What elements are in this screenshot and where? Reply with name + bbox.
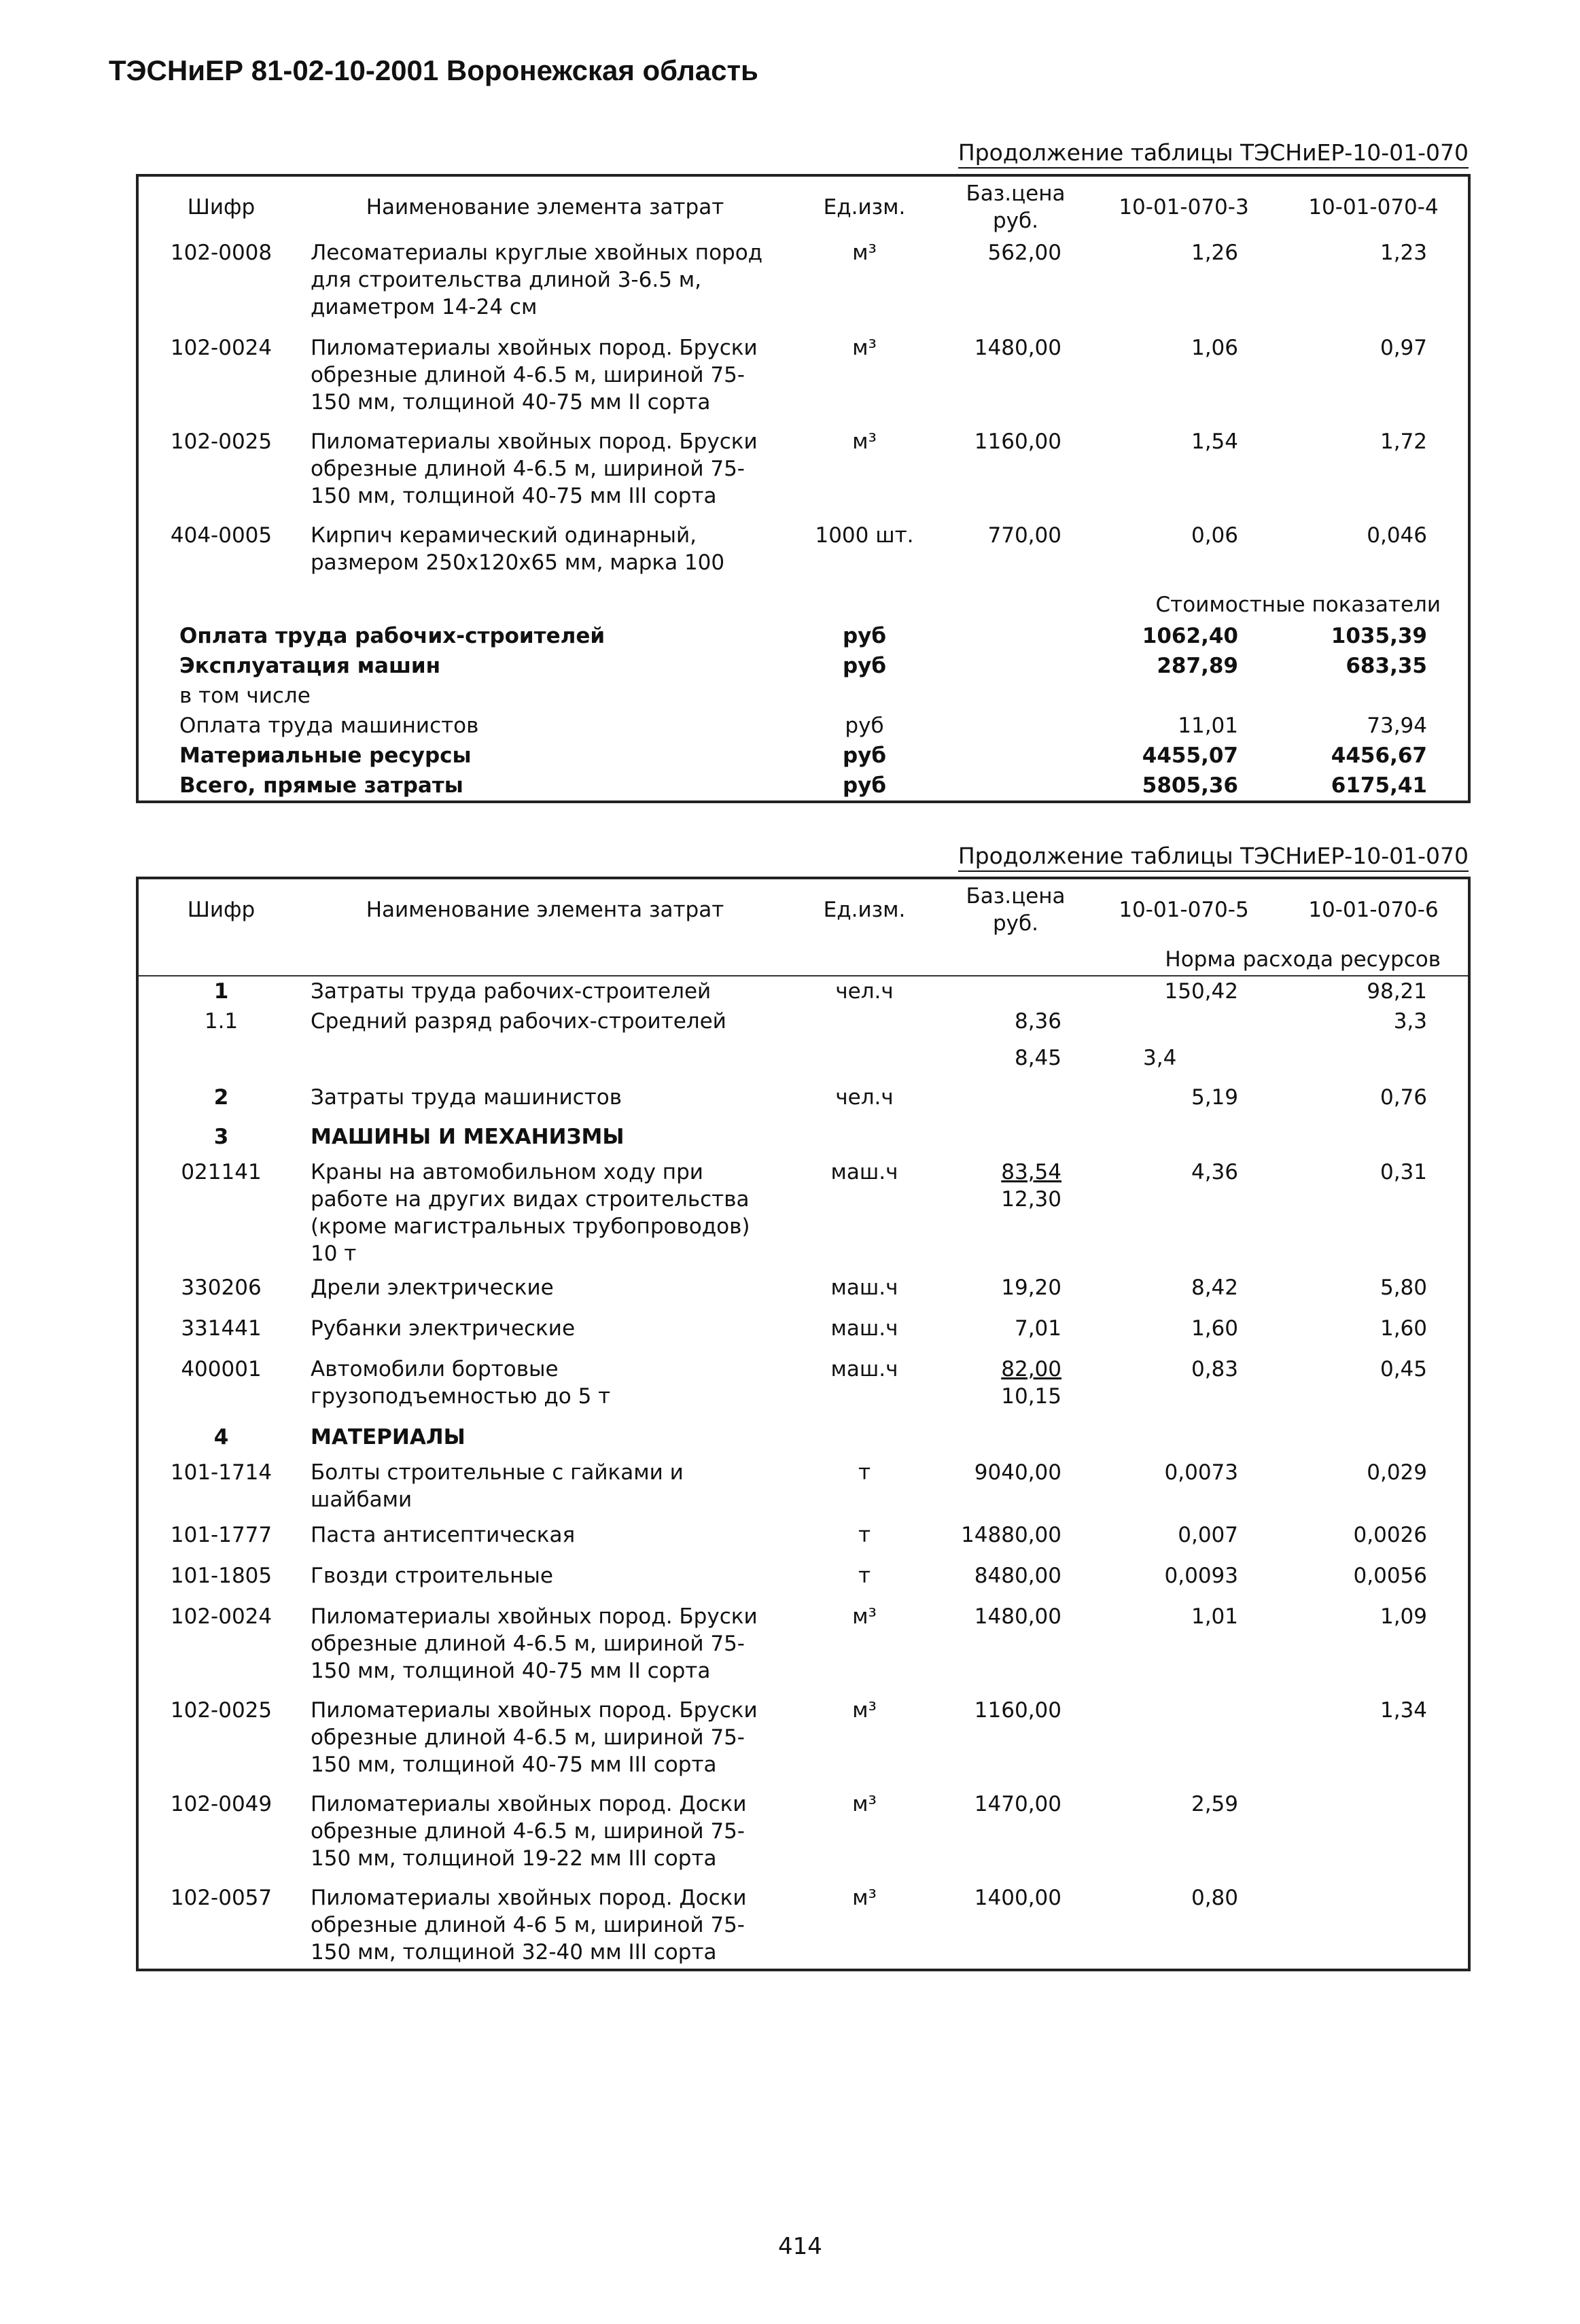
row-price: 9040,00 bbox=[974, 1460, 1061, 1485]
cost-unit: руб bbox=[845, 714, 884, 738]
col-unit-header: Ед.изм. bbox=[823, 898, 906, 922]
cost-row bbox=[137, 681, 1469, 711]
cost-label: Эксплуатация машин bbox=[179, 654, 441, 678]
row-value-6: 5,80 bbox=[1380, 1275, 1427, 1300]
row-code: 102-0024 bbox=[170, 1604, 273, 1629]
table1-header-row bbox=[137, 175, 1469, 238]
row-unit: т bbox=[858, 1460, 871, 1485]
row-value-5: 4,36 bbox=[1191, 1160, 1238, 1184]
col-unit-header: Ед.изм. bbox=[823, 195, 906, 219]
cost-label: в том числе bbox=[179, 684, 311, 708]
col-code-header: Шифр bbox=[187, 195, 256, 219]
row-price: 1480,00 bbox=[974, 336, 1061, 360]
table2-continuation-label: Продолжение таблицы ТЭСНиЕР-10-01-070 bbox=[958, 843, 1469, 872]
row-value-5: 1,60 bbox=[1191, 1316, 1238, 1341]
row-value-5 bbox=[1089, 1006, 1279, 1078]
section-title: МАТЕРИАЛЫ bbox=[311, 1425, 466, 1449]
cost-value-3: 4455,07 bbox=[1142, 743, 1238, 768]
row-price: 1160,00 bbox=[974, 1698, 1061, 1723]
row-unit: т bbox=[858, 1564, 871, 1588]
row-code: 102-0025 bbox=[170, 1698, 273, 1723]
section-code: 3 bbox=[213, 1125, 229, 1149]
section-code: 4 bbox=[213, 1425, 229, 1449]
row-code: 331441 bbox=[181, 1316, 262, 1341]
cost-unit: руб bbox=[842, 743, 887, 768]
page-number: 414 bbox=[778, 2233, 822, 2260]
row-unit: чел.ч bbox=[835, 979, 894, 1004]
row-price: 14880,00 bbox=[961, 1523, 1061, 1547]
row-value-5: 0,0093 bbox=[1164, 1564, 1238, 1588]
table-row bbox=[137, 1006, 1469, 1078]
table-row bbox=[137, 1789, 1469, 1883]
row-value-6: 3,3 bbox=[1393, 1009, 1427, 1034]
row-price bbox=[943, 1006, 1089, 1078]
row-price: 19,20 bbox=[1001, 1275, 1061, 1300]
table-row bbox=[137, 521, 1469, 582]
cost-value-3 bbox=[1089, 681, 1279, 711]
col-norm6-header: 10-01-070-6 bbox=[1308, 898, 1439, 922]
row-unit: маш.ч bbox=[830, 1160, 898, 1184]
cost-row bbox=[137, 771, 1469, 802]
table-row bbox=[137, 1152, 1469, 1273]
row-code: 404-0005 bbox=[170, 523, 273, 548]
row-unit: маш.ч bbox=[830, 1316, 898, 1341]
cost-empty bbox=[943, 711, 1089, 741]
table1 bbox=[136, 174, 1471, 803]
row-value-6 bbox=[1279, 1789, 1469, 1883]
col-price-header: Баз.цена руб. bbox=[966, 181, 1066, 233]
cost-value-4: 6175,41 bbox=[1331, 773, 1427, 798]
row-code: 330206 bbox=[181, 1275, 262, 1300]
row-value-6: 1,60 bbox=[1380, 1316, 1427, 1341]
row-name: Пиломатериалы хвойных пород. Доски обрезные длиной 4-6.5 м, шириной 75-150 мм, толщиной 19-22 мм III сорта bbox=[311, 1792, 747, 1871]
row-value-4: 1,72 bbox=[1380, 429, 1427, 454]
row-name: Затраты труда машинистов bbox=[311, 1085, 622, 1110]
table-row bbox=[137, 333, 1469, 427]
cost-empty bbox=[943, 651, 1089, 681]
row-value-5: 1,01 bbox=[1191, 1604, 1238, 1629]
cost-unit: руб bbox=[842, 624, 887, 648]
table2-header-row bbox=[137, 878, 1469, 940]
col-name-header: Наименование элемента затрат bbox=[366, 898, 724, 922]
col-norm5-header: 10-01-070-5 bbox=[1119, 898, 1249, 922]
cost-value-3: 287,89 bbox=[1157, 654, 1238, 678]
row-code: 102-0025 bbox=[170, 429, 273, 454]
cost-unit bbox=[786, 681, 943, 711]
row-value-3: 1,54 bbox=[1191, 429, 1238, 454]
row-name: Затраты труда рабочих-строителей bbox=[311, 979, 712, 1004]
cost-row bbox=[137, 711, 1469, 741]
row-value-5: 0,007 bbox=[1178, 1523, 1238, 1547]
row-value-5: 8,42 bbox=[1191, 1275, 1238, 1300]
col-norm4-header: 10-01-070-4 bbox=[1308, 195, 1439, 219]
row-name: Пиломатериалы хвойных пород. Бруски обрезные длиной 4-6.5 м, шириной 75-150 мм, толщиной 40-75 мм III сорта bbox=[311, 429, 758, 508]
row-value-5: 0,0073 bbox=[1164, 1460, 1238, 1485]
row-price bbox=[943, 976, 1089, 1006]
col-price-header: Баз.цена руб. bbox=[966, 884, 1066, 936]
table-row bbox=[137, 1520, 1469, 1561]
section-row bbox=[137, 1116, 1469, 1152]
row-price: 7,01 bbox=[1014, 1316, 1061, 1341]
row-name: Пиломатериалы хвойных пород. Доски обрезные длиной 4-6 5 м, шириной 75-150 мм, толщиной 32-40 мм III сорта bbox=[311, 1886, 747, 1965]
cost-value-4: 4456,67 bbox=[1331, 743, 1427, 768]
row-code: 400001 bbox=[181, 1357, 262, 1381]
row-value-6: 0,029 bbox=[1367, 1460, 1427, 1485]
row-code: 2 bbox=[213, 1085, 229, 1110]
cost-empty bbox=[943, 771, 1089, 802]
row-price: 770,00 bbox=[987, 523, 1061, 548]
row-value-6: 0,0026 bbox=[1353, 1523, 1427, 1547]
row-code: 102-0049 bbox=[170, 1792, 273, 1816]
norm-label: Норма расхода ресурсов bbox=[137, 940, 1469, 976]
row-value-6: 0,0056 bbox=[1353, 1564, 1427, 1588]
table-row bbox=[137, 1078, 1469, 1116]
table-row bbox=[137, 238, 1469, 333]
row-value-6: 0,45 bbox=[1380, 1357, 1427, 1381]
row-name: Пиломатериалы хвойных пород. Бруски обрезные длиной 4-6.5 м, шириной 75-150 мм, толщиной 40-75 мм II сорта bbox=[311, 336, 758, 415]
row-value-5-line-2: 3,4 bbox=[1143, 1046, 1177, 1070]
row-price: 1160,00 bbox=[974, 429, 1061, 454]
col-norm3-header: 10-01-070-3 bbox=[1119, 195, 1249, 219]
col-code-header: Шифр bbox=[187, 898, 256, 922]
row-unit: м³ bbox=[852, 1886, 877, 1910]
row-name: Пиломатериалы хвойных пород. Бруски обрезные длиной 4-6.5 м, шириной 75-150 мм, толщиной 40-75 мм III сорта bbox=[311, 1698, 758, 1777]
table-row bbox=[137, 427, 1469, 521]
row-value-4: 1,23 bbox=[1380, 241, 1427, 265]
cost-row bbox=[137, 741, 1469, 771]
cost-unit: руб bbox=[842, 773, 887, 798]
row-code: 1 bbox=[213, 979, 229, 1004]
row-unit: м³ bbox=[852, 1792, 877, 1816]
table-row bbox=[137, 1602, 1469, 1695]
row-unit: 1000 шт. bbox=[815, 523, 914, 548]
cost-empty bbox=[943, 741, 1089, 771]
row-value-6: 98,21 bbox=[1367, 979, 1427, 1004]
row-name: Автомобили бортовые грузоподъемностью до 5 т bbox=[311, 1357, 611, 1409]
row-code: 021141 bbox=[181, 1160, 262, 1184]
row-price: 1400,00 bbox=[974, 1886, 1061, 1910]
row-value-6: 0,31 bbox=[1380, 1160, 1427, 1184]
row-price-line-1: 83,54 bbox=[1001, 1160, 1061, 1184]
row-code: 102-0008 bbox=[170, 241, 273, 265]
row-unit: м³ bbox=[852, 336, 877, 360]
row-value-4: 0,046 bbox=[1367, 523, 1427, 548]
table-row bbox=[137, 1354, 1469, 1417]
row-name: Лесоматериалы круглые хвойных пород для строительства длиной 3-6.5 м, диаметром 14-24 см bbox=[311, 241, 763, 319]
row-price-line-2: 8,45 bbox=[1014, 1046, 1061, 1070]
cost-value-3: 1062,40 bbox=[1142, 624, 1238, 648]
cost-label: Оплата труда машинистов bbox=[179, 714, 479, 738]
row-price bbox=[943, 1078, 1089, 1116]
row-code: 102-0057 bbox=[170, 1886, 273, 1910]
col-name-header: Наименование элемента затрат bbox=[366, 195, 724, 219]
row-price-line-1: 82,00 bbox=[1001, 1357, 1061, 1381]
row-unit: м³ bbox=[852, 1698, 877, 1723]
table-row bbox=[137, 1314, 1469, 1354]
table-row bbox=[137, 1452, 1469, 1520]
row-name: Средний разряд рабочих-строителей bbox=[311, 1009, 726, 1034]
table2 bbox=[136, 877, 1471, 1971]
row-unit: м³ bbox=[852, 429, 877, 454]
row-name: Паста антисептическая bbox=[311, 1523, 576, 1547]
row-price: 562,00 bbox=[987, 241, 1061, 265]
table1-continuation-label: Продолжение таблицы ТЭСНиЕР-10-01-070 bbox=[958, 139, 1469, 169]
row-price-line-2: 10,15 bbox=[1001, 1384, 1061, 1409]
norm-label-row bbox=[137, 940, 1469, 976]
row-unit: м³ bbox=[852, 1604, 877, 1629]
row-price: 8480,00 bbox=[974, 1564, 1061, 1588]
row-value-6: 0,76 bbox=[1380, 1085, 1427, 1110]
row-unit: м³ bbox=[852, 241, 877, 265]
row-value-5: 5,19 bbox=[1191, 1085, 1238, 1110]
row-price-line-1: 8,36 bbox=[1014, 1009, 1061, 1034]
row-value-3: 0,06 bbox=[1191, 523, 1238, 548]
table-row bbox=[137, 1883, 1469, 1970]
row-code: 101-1714 bbox=[170, 1460, 273, 1485]
row-value-4: 0,97 bbox=[1380, 336, 1427, 360]
cost-value-3: 5805,36 bbox=[1142, 773, 1238, 798]
cost-row bbox=[137, 621, 1469, 651]
cost-value-4: 683,35 bbox=[1346, 654, 1427, 678]
cost-row bbox=[137, 651, 1469, 681]
cost-empty bbox=[943, 681, 1089, 711]
table-row bbox=[137, 1695, 1469, 1789]
row-value-5: 0,80 bbox=[1191, 1886, 1238, 1910]
row-name: Болты строительные с гайками и шайбами bbox=[311, 1460, 684, 1512]
row-code: 1.1 bbox=[204, 1009, 239, 1034]
row-price bbox=[943, 1354, 1089, 1417]
cost-label: Всего, прямые затраты bbox=[179, 773, 463, 798]
row-unit: маш.ч bbox=[830, 1357, 898, 1381]
row-value-6: 1,09 bbox=[1380, 1604, 1427, 1629]
row-price-line-2: 12,30 bbox=[1001, 1187, 1061, 1212]
row-value-6 bbox=[1279, 1883, 1469, 1970]
row-value-3: 1,26 bbox=[1191, 241, 1238, 265]
row-value-5 bbox=[1089, 1695, 1279, 1789]
row-code: 102-0024 bbox=[170, 336, 273, 360]
row-value-5: 0,83 bbox=[1191, 1357, 1238, 1381]
row-name: Краны на автомобильном ходу при работе на других видах строительства (кроме магистральных трубопроводов) 10 т bbox=[311, 1160, 750, 1266]
cost-value-4: 1035,39 bbox=[1331, 624, 1427, 648]
cost-empty bbox=[943, 621, 1089, 651]
row-value-5: 2,59 bbox=[1191, 1792, 1238, 1816]
row-name: Рубанки электрические bbox=[311, 1316, 576, 1341]
table-row bbox=[137, 1273, 1469, 1314]
cost-unit: руб bbox=[842, 654, 887, 678]
page-title: ТЭСНиЕР 81-02-10-2001 Воронежская область bbox=[109, 54, 758, 86]
row-name: Гвозди строительные bbox=[311, 1564, 553, 1588]
cost-value-4 bbox=[1279, 681, 1469, 711]
row-price bbox=[943, 1152, 1089, 1273]
row-code: 101-1777 bbox=[170, 1523, 273, 1547]
row-value-5: 150,42 bbox=[1164, 979, 1238, 1004]
row-unit bbox=[786, 1006, 943, 1078]
cost-indicators-header bbox=[137, 582, 1469, 621]
row-unit: чел.ч bbox=[835, 1085, 894, 1110]
row-code: 101-1805 bbox=[170, 1564, 273, 1588]
row-value-6: 1,34 bbox=[1380, 1698, 1427, 1723]
row-name: Кирпич керамический одинарный, размером 250х120х65 мм, марка 100 bbox=[311, 523, 725, 575]
row-unit: т bbox=[858, 1523, 871, 1547]
row-price: 1480,00 bbox=[974, 1604, 1061, 1629]
row-name: Пиломатериалы хвойных пород. Бруски обрезные длиной 4-6.5 м, шириной 75-150 мм, толщиной 40-75 мм II сорта bbox=[311, 1604, 758, 1683]
cost-value-3: 11,01 bbox=[1178, 714, 1238, 738]
cost-value-4: 73,94 bbox=[1367, 714, 1427, 738]
table-row bbox=[137, 1561, 1469, 1602]
row-name: Дрели электрические bbox=[311, 1275, 554, 1300]
table-row bbox=[137, 976, 1469, 1006]
section-row bbox=[137, 1417, 1469, 1452]
row-unit: маш.ч bbox=[830, 1275, 898, 1300]
cost-indicators-label: Стоимостные показатели bbox=[1155, 593, 1441, 617]
row-price: 1470,00 bbox=[974, 1792, 1061, 1816]
cost-label: Оплата труда рабочих-строителей bbox=[179, 624, 605, 648]
cost-label: Материальные ресурсы bbox=[179, 743, 472, 768]
section-title: МАШИНЫ И МЕХАНИЗМЫ bbox=[311, 1125, 625, 1149]
row-value-3: 1,06 bbox=[1191, 336, 1238, 360]
